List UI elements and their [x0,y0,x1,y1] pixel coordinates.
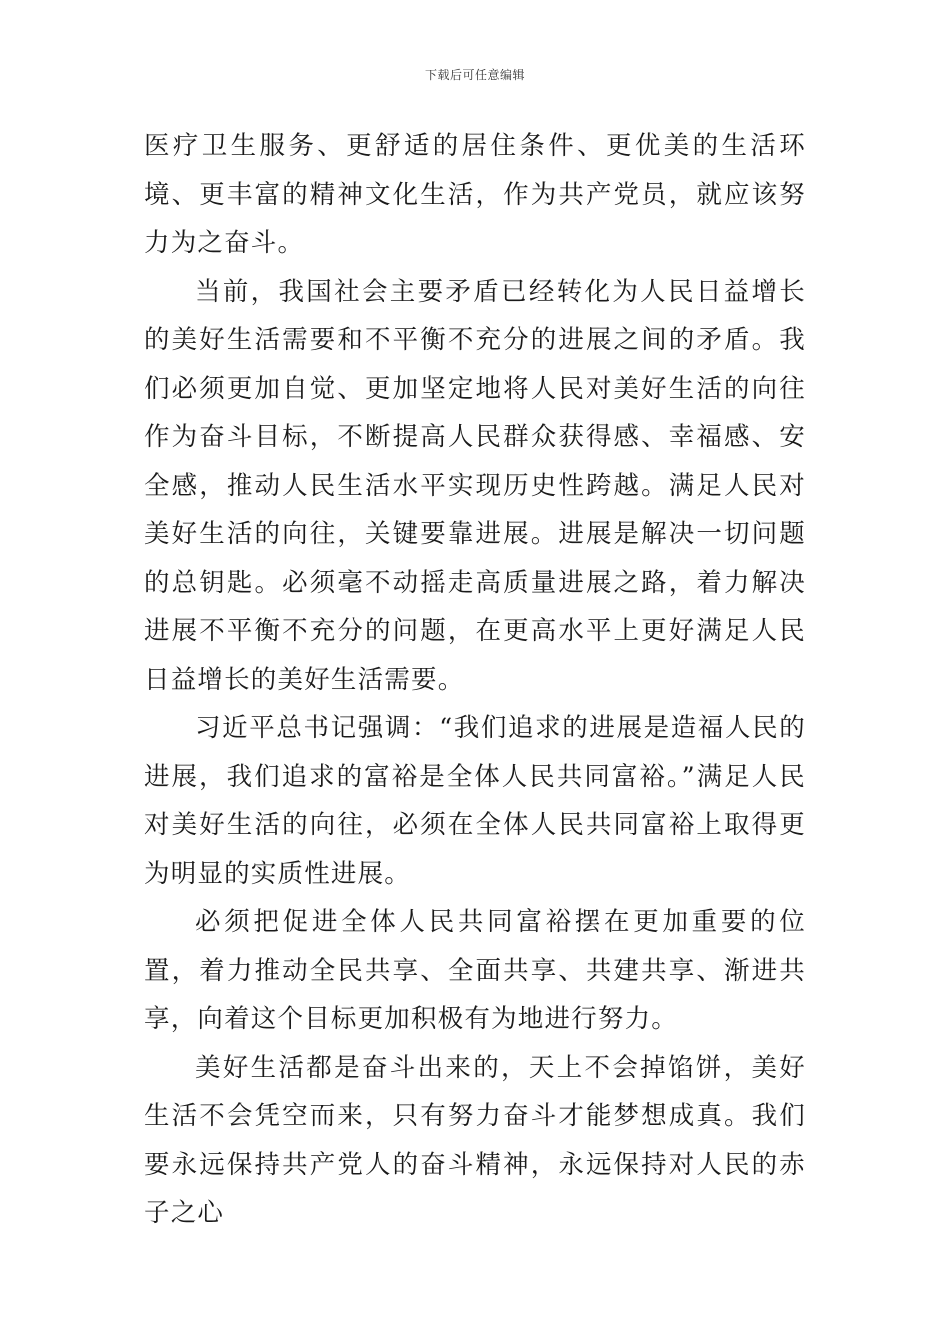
page-header: 下载后可任意编辑 [424,68,525,82]
paragraph-1: 医疗卫生服务、更舒适的居住条件、更优美的生活环境、更丰富的精神文化生活，作为共产党员，就应该努力为之奋斗。 [144,131,806,258]
paragraph-5: 美好生活都是奋斗出来的，天上不会掉馅饼，美好生活不会凭空而来，只有努力奋斗才能梦想成真。我们要永远保持共产党人的奋斗精神，永远保持对人民的赤子之心 [144,1052,806,1228]
paragraph-3: 习近平总书记强调：“我们追求的进展是造福人民的进展，我们追求的富裕是全体人民共同富裕。”满足人民对美好生活的向往，必须在全体人民共同富裕上取得更为明显的实质性进展。 [144,713,806,889]
document-body [144,122,806,1238]
paragraph-2: 当前，我国社会主要矛盾已经转化为人民日益增长的美好生活需要和不平衡不充分的进展之间的矛盾。我们必须更加自觉、更加坚定地将人民对美好生活的向往作为奋斗目标，不断提高人民群众获得感、幸福感、安全感，推动人民生活水平实现历史性跨越。满足人民对美好生活的向往，关键要靠进展。进展是解决一切问题的总钥匙。必须毫不动摇走高质量进展之路，着力解决进展不平衡不充分的问题，在更高水平上更好满足人民日益增长的美好生活需要。 [144,276,806,695]
paragraph-4: 必须把促进全体人民共同富裕摆在更加重要的位置，着力推动全民共享、全面共享、共建共享、渐进共享，向着这个目标更加积极有为地进行努力。 [144,907,806,1034]
